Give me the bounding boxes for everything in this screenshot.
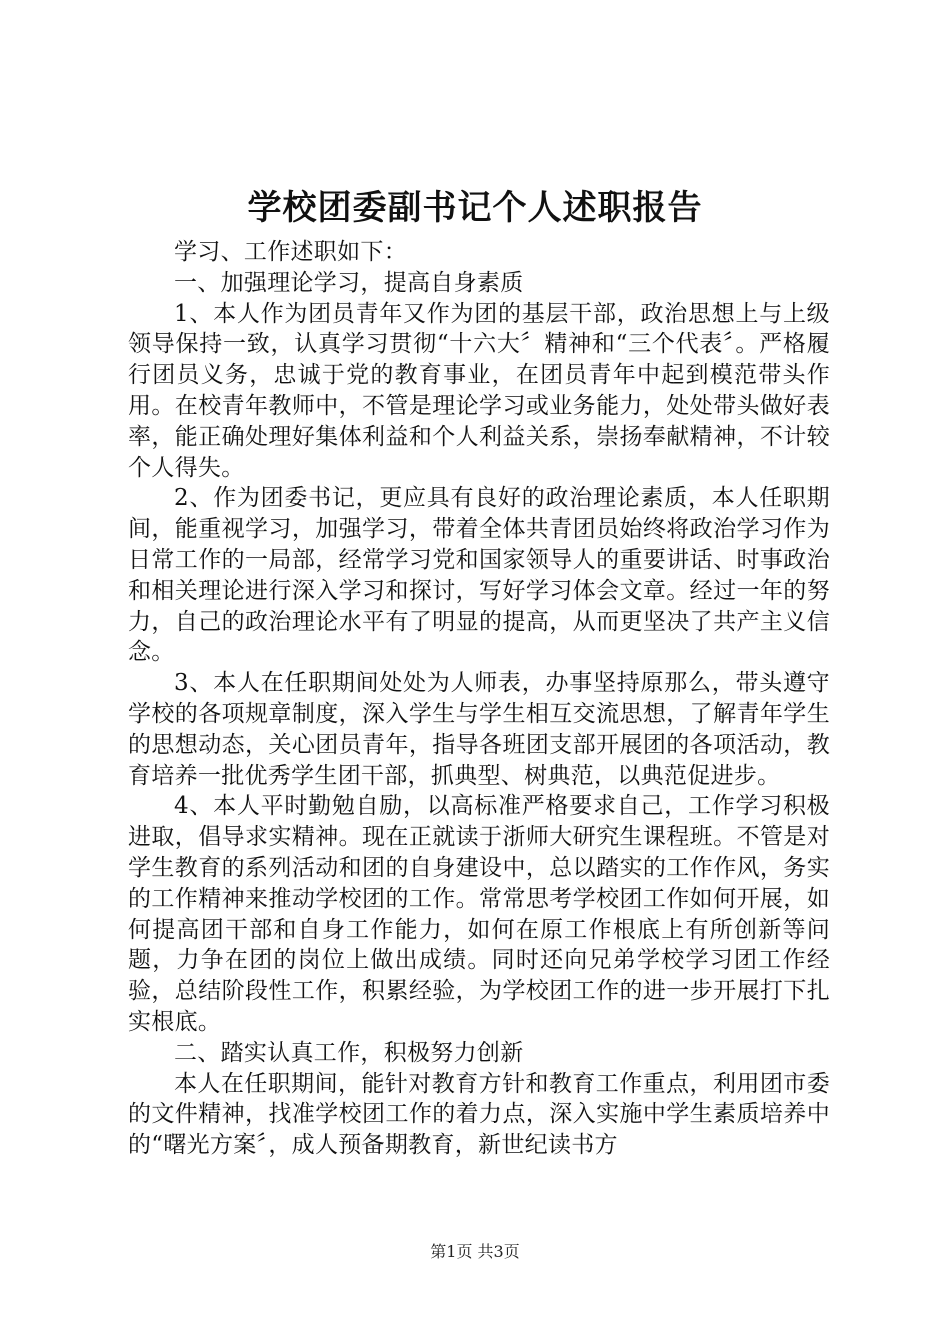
paragraph-intro: 学习、工作述职如下： [174,239,407,265]
section-heading-2: 二、踏实认真工作，积极努力创新 [174,1039,524,1066]
section-heading-1: 一、加强理论学习，提高自身素质 [174,269,524,296]
paragraph-item-1: 1、本人作为团员青年又作为团的基层干部，政治思想上与上级领导保持一致，认真学习贯彻“十六大〞精神和“三个代表〞。严格履行团员义务，忠诚于党的教育事业，在团员青年中起到模范带头作用。在校青年教师中，不管是理论学习或业务能力，处处带头做好表率，能正确处理好集体利益和个人利益关系，崇扬奉献精神，不计较个人得失。 [128,300,830,481]
document-title: 学校团委副书记个人述职报告 [247,188,703,228]
paragraph-section-2: 本人在任职期间，能针对教育方针和教育工作重点，利用团市委的文件精神，找准学校团工作的着力点，深入实施中学生素质培养中的“曙光方案〞，成人预备期教育，新世纪读书方 [128,1070,830,1159]
document-body [128,237,830,1161]
page-footer: 第1页 共3页 [430,1242,520,1261]
paragraph-item-2: 2、作为团委书记，更应具有良好的政治理论素质，本人任职期间，能重视学习，加强学习，带着全体共青团员始终将政治学习作为日常工作的一局部，经常学习党和国家领导人的重要讲话、时事政治和相关理论进行深入学习和探讨，写好学习体会文章。经过一年的努力，自己的政治理论水平有了明显的提高，从而更坚决了共产主义信念。 [128,485,830,666]
paragraph-item-3: 3、本人在任职期间处处为人师表，办事坚持原那么，带头遵守学校的各项规章制度，深入学生与学生相互交流思想，了解青年学生的思想动态，关心团员青年，指导各班团支部开展团的各项活动，教育培养一批优秀学生团干部，抓典型、树典范，以典范促进步。 [128,670,830,789]
paragraph-item-4: 4、本人平时勤勉自励，以高标准严格要求自己，工作学习积极进取，倡导求实精神。现在正就读于浙师大研究生课程班。不管是对学生教育的系列活动和团的自身建设中，总以踏实的工作作风，务实的工作精神来推动学校团的工作。常常思考学校团工作如何开展，如何提高团干部和自身工作能力，如何在原工作根底上有所创新等问题，力争在团的岗位上做出成绩。同时还向兄弟学校学习团工作经验，总结阶段性工作，积累经验，为学校团工作的进一步开展打下扎实根底。 [128,793,830,1035]
